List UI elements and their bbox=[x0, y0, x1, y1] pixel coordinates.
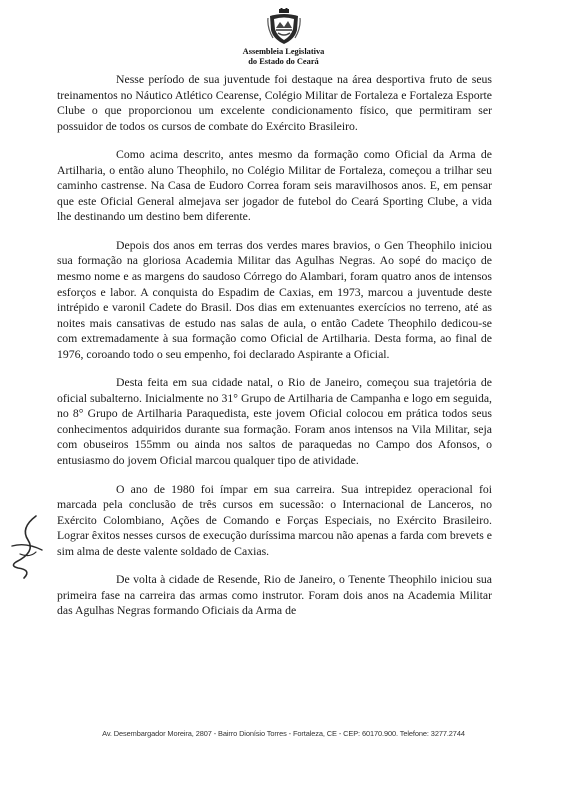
paragraph-5: O ano de 1980 foi ímpar em sua carreira. Sua intrepidez operacional foi marcada pela conclusão de três cursos em sucessão: o Internacional de Lanceros, no Exército Colombiano, Ações de Comando e Forças Especiais, no Exército Brasileiro. Lograr êxitos nesses cursos de execução duríssima marcou não apenas a farda com brevets e sim alma de deste valente soldado de Caxias. bbox=[57, 482, 492, 558]
institution-line-1: Assembleia Legislativa bbox=[242, 47, 325, 56]
paragraph-6: De volta à cidade de Resende, Rio de Janeiro, o Tenente Theophilo iniciou sua primeira fase na carreira das armas como instrutor. Foram dois anos na Academia Militar das Agulhas Negras formando Oficiais da Arma de bbox=[57, 573, 492, 618]
paragraph-3: Depois dos anos em terras dos verdes mares bravios, o Gen Theophilo iniciou sua formação na gloriosa Academia Militar das Agulhas Negras. Ao sopé do maciço de mesmo nome e as margens do saudoso Córrego do Alambari, foram quatro anos de intensos esforços e labor. A conquista do Espadim de Caxias, em 1973, marcou a juventude deste intrépido e varonil Cadete do Brasil. Dos dias em extenuantes exercícios no terreno, até as noites mais cansativas de estudo nas salas de aula, o então Cadete Theophilo dedicou-se com extremadamente à sua formação como Oficial de Artilharia. Desta forma, ao final de 1976, coroando todo o seu empenho, foi declarado Aspirante a Oficial. bbox=[57, 238, 492, 361]
signature-mark bbox=[6, 512, 48, 582]
paragraph-1: Nesse período de sua juventude foi destaque na área desportiva fruto de seus treinamentos no Náutico Atlético Cearense, Colégio Militar de Fortaleza e Fortaleza Esporte Clube o que proporcionou um excelente condicionamento físico, que permitiram ser possuidor de todos os cursos de combate do Exército Brasileiro. bbox=[57, 73, 492, 133]
paragraph-4: Desta feita em sua cidade natal, o Rio de Janeiro, começou sua trajetória de oficial subalterno. Inicialmente no 31° Grupo de Artilharia de Campanha e logo em seguida, no 8° Grupo de Artilharia Paraquedista, este jovem Oficial colocou em prática todos seus conhecimentos adquiridos durante sua formação. Foram anos intensos na Vila Militar, seja com obuseiros 155mm ou ainda nos saltos de paraquedas no Campo dos Afonsos, o entusiasmo do jovem Oficial marcou qualquer tipo de atividade. bbox=[57, 376, 492, 468]
footer-address: Av. Desembargador Moreira, 2807 - Bairro Dionísio Torres - Fortaleza, CE - CEP: 60170.900. Telefone: 3277.2744 bbox=[102, 729, 465, 738]
institution-line-2: do Estado do Ceará bbox=[248, 56, 319, 66]
document-body bbox=[57, 72, 492, 632]
paragraph-2: Como acima descrito, antes mesmo da formação como Oficial da Arma de Artilharia, o então aluno Theophilo, no Colégio Militar de Fortaleza, começou a trilhar seu caminho castrense. Na Casa de Eudoro Correa foram seis maravilhosos anos. E, em pensar que este Oficial General almejava ser jogador de futebol do Ceará Sporting Clube, a vida lhe destinando um destino bem diferente. bbox=[57, 148, 492, 224]
institution-name bbox=[0, 47, 567, 66]
coat-of-arms-icon bbox=[267, 8, 301, 46]
letterhead bbox=[0, 8, 567, 66]
